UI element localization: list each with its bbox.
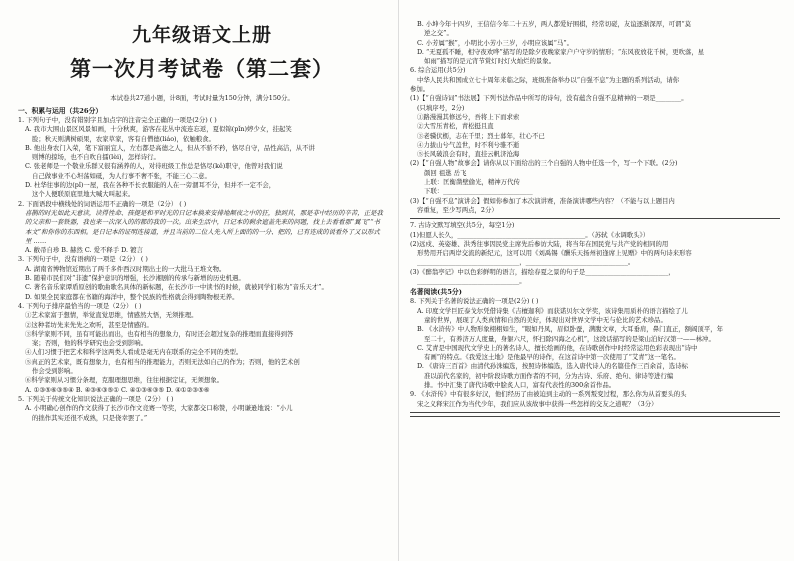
question-text: A. 敝帚自珍 B. 赫然 C. 爱不释手 D. 镀言 — [25, 246, 143, 255]
question-text: 案；否则，他的科学研究也会受到影响。 — [32, 339, 148, 348]
question-text: A. 湖南省博物馆近期出了两千多件西汉时期出土的一大批马王堆文物。 — [25, 264, 226, 273]
question-text: ④力拔山兮气盖世，时不利兮骓不逝 — [417, 140, 520, 149]
question-text: 3. 下列句子中，没有语病的一项是（2分） ( ) — [18, 255, 148, 264]
question-text: D. 杜华往事的边(pǐ)一屋，我在各种不长衣服能的人在一旁涸耳不分，但并不一定不会， — [25, 181, 276, 190]
question-text: (3)【“自强不息”演讲会】假如你参加了本次演讲赛，准备演讲哪些内容？（不能与以上题目内 — [410, 196, 675, 205]
question-text: ③科学家则不同，虽有可能出而出，也有相当的想象力，有时还会超过复杂的推理而直接得到答 — [25, 329, 294, 338]
question-text: 如雨”描写的是元宵节赏灯时灯火灿烂的景象。 — [424, 57, 556, 66]
question-text: (3)《醉翁亭记》中以色彩鲜明的语言，描绘春夏之景的句子是__________________________， — [410, 267, 675, 276]
question-text: C. 著名音乐家谭盾原创的歌曲歌名具体的新标题，在长沙市一中读书的时候，就被同学们称为“音乐天才”。 — [25, 283, 328, 292]
question-text: (1)【“自强诗词”书法展】下列书法作品中所写的诗句，没有蕴含自强不息精神的一项是________。 — [410, 94, 688, 103]
question-text: (只填序号，2分) — [417, 103, 465, 112]
question-text: ①艺术家富于想情，举觉直觉思维，情感然大悟，无须推理。 — [25, 311, 198, 320]
exam-grade-title: 九年级语文上册 — [131, 24, 272, 46]
column-divider — [398, 0, 399, 561]
question-text: B. 小坤今年十四岁，王信信今年二十五岁，两人都爱好围棋，经常切磋，友谊逐渐深厚，可谓“莫 — [417, 20, 692, 28]
question-text: 下联：____________________________ — [424, 187, 533, 196]
question-text: D. 《唐诗三百首》由清代孙洙编选，按照诗体编选，选入唐代诗人的名篇佳作三百余首，选诗标 — [417, 362, 688, 371]
section-heading: 一、积累与运用（共26分） — [18, 107, 103, 115]
question-text: (1)但愿人长久，________________________________________。（苏轼《水调歌头》） — [410, 230, 650, 239]
exam-title: 第一次月考试卷（第二套） — [70, 56, 334, 81]
question-text: 1. 下列句子中，没有错别字且加点字的注音完全正确的一项是(2分) ( ) — [18, 116, 217, 124]
question-text: 中华人民共和国成立七十周年来临之际，班级准备举办以“自强不息”为主题的系列活动，请你 — [417, 75, 680, 84]
question-text: ④人们习惯于把艺术和科学这两类人看成是毫无内在联系的完全不同的类型。 — [25, 348, 243, 357]
question-text: B. 随着市民们对“非遗”保护意识的增强，长沙湘剧的传承与新增的历史机遇。 — [25, 274, 245, 283]
question-text: C. 小芳属“猴”，小明比小芳小三岁，小明应该属“马”。 — [417, 38, 573, 47]
question-text: B. 他出身农门入荣，笔下富丽宜人，左右都是高德之人，但从不骄不矜，恪尽自守，品性高洁，从不讲 — [25, 143, 315, 152]
question-text: ③老骥伏枥，志在千里；烈士暮年，壮心不已 — [417, 131, 545, 140]
question-text: 5. 下列关于传统文化知识说法正确的一项是（2分） ( ) — [18, 394, 174, 403]
question-text: A. 印度文学巨匠泰戈尔凭借诗集《吉檀迦利》而获诺贝尔文学奖，该诗集用质朴的语言描绘了儿 — [417, 306, 688, 315]
question-text: ⑥科学家则从习惯分条理，克服理想思维，往往根据定证，无须想象。 — [25, 376, 224, 385]
answer-line — [410, 416, 780, 417]
question-text: A. 我市大围山景区风景如画，十分秋爽，游客在花丛中流连忘返，夏似锦(pǐn)婷少女，挂起笑 — [25, 125, 292, 134]
question-text: 宋之义释宋江作为当代少年，我们应从该故事中获得一些怎样的交友之道呢？（3分） — [417, 399, 658, 408]
question-text: ________________________________。 — [417, 277, 526, 286]
question-text: 则博的掠场，也不自吹自擂(lèi)，怎样诗行。 — [32, 153, 160, 162]
question-text: ⑤真正的艺术家，既有想象力，也有相当的推理能力，否则无法如自己的作为；否则，他的艺术创 — [25, 357, 300, 366]
question-text: 逆之交”。 — [424, 29, 453, 38]
right-questions — [410, 20, 780, 417]
question-text: (2)【“自强人物”故事会】请你从以下面给出的三个自强的人物中任选一个，写一个下联。(2分) — [410, 159, 678, 168]
answer-line — [410, 218, 780, 219]
question-text: A. 小明确心创作的作文获得了长沙市作文竞赛一等奖，大家都交口称赞，小明谦逊地说：“小儿 — [25, 404, 293, 413]
question-text: 脸；秋天则满树硕果，农家草家，客有自僧德(liáo)，依触粮食。 — [32, 134, 215, 143]
question-text: 2. 下面语段中横线处的词语运用不正确的一项是（2分） ( ) — [18, 199, 187, 208]
question-text: A. ①③⑤⑥③⑤④ B. ④③⑥③⑤① C. ④①③⑥③⑤ D. ④①②③⑤⑥ — [25, 385, 210, 394]
left-column — [18, 0, 386, 561]
question-text: 9. 《水浒传》中有很多好汉，他们经历了由被迫到主动的一系列叛变过程，那么你为从首要头的头 — [410, 390, 687, 399]
question-text: 颜回 祖逖 岳飞 — [424, 168, 467, 177]
question-text: 的拙作其实还很不成熟，只是侥幸罢了。” — [32, 413, 148, 422]
question-text: 形势用开启两岸交流的新纪元，这可以用《刘禹锡《酬乐天扬州初逢席上见赠》中的两句诗来形容 — [417, 249, 692, 258]
section-heading: 名著阅读(共5分) — [410, 288, 462, 297]
question-text: ①路漫漫其修远兮，吾将上下而求索 — [417, 112, 520, 121]
question-text: 4. 下列句子排序最恰当的一项是（2分） ( ) — [18, 301, 142, 310]
right-column — [410, 0, 780, 561]
question-text: 自己做事业不心坦荡如砥，为人行事不奢不张，不能三心二意。 — [32, 171, 211, 180]
answer-line — [410, 412, 780, 413]
question-text: 童的世界，展现了人类真情和自然的美好，体现出对世界文学中无与伦比的艺术珍品。 — [424, 315, 667, 324]
question-text: 作会受到影响。 — [32, 367, 77, 376]
question-text: D. 如果全民家庭都在书籍的海洋中，整个民族的性格就会得到陶物根无养。 — [25, 292, 239, 301]
left-questions — [18, 106, 386, 423]
exam-instructions: 本试卷共27道小题，计8面，考试时量为150分钟，满分150分。 — [110, 94, 294, 102]
question-text: ⑤长风破浪会有时，直挂云帆济沧海 — [417, 150, 520, 159]
question-text: 准以前代名家的，初中阶段诗歌方面作者的不同，分为古诗、乐府、绝句、律诗等进行编 — [424, 371, 674, 380]
question-text: 容重复，至少写两点，2分） — [417, 205, 498, 214]
question-text: ②大雪压青松，青松挺且直 — [417, 122, 494, 131]
question-text: 上联：匡衡凿壁偷光，精神万代传 — [424, 178, 520, 187]
question-text: (2)远戍、英姿雄、洪秀往事因民党主席先后参访大陆，将当年在国民党与共产党的相同的用 — [410, 239, 669, 248]
question-text: C. 艾青是中国现代文学史上的著名诗人，擅长绘画的他，在诗歌创作中时经常运用色彩表现出“诗中 — [417, 343, 698, 352]
question-text: D. “无夏孤不睡，相守夜欢哗”描写的是除夕夜晚家家户户守岁的情形；“东风夜放花千树，更吹落，星 — [417, 47, 705, 56]
question-text: 有画”的特点。《我爱这土地》是他最早的诗作，在这首诗中第一次使用了“艾青”这一笔名。 — [424, 353, 680, 362]
question-text: 8. 下列关于名著的说法正确的一项是(2分) ( ) — [410, 297, 539, 306]
question-text: 7. 古诗文默写填空(共5分，每空1分) — [410, 221, 515, 230]
question-text: 排。书中汇集了唐代诗歌中脍炙人口，富有代表性的300余首作品。 — [424, 380, 616, 389]
question-text: 参加。 — [410, 85, 430, 94]
question-text: 至二十，有养济万人度量，身躯六尺，怀扫除四海之心机”，这段话描写的是梁山泊好汉第一——林冲。 — [424, 334, 715, 343]
question-text: 6. 综合运用(共5分) — [410, 66, 466, 75]
question-text: B. 《水浒传》中人物形象栩栩如生，“眼如丹凤，眉似卧蚕，满腹文章，大耳垂肩，鼻门直正，额阔顶平，年 — [417, 325, 723, 334]
question-text: 喜鹊的时光如此天意读，读得性命、孩提是和平时光的日记本换来安排地颠夜之中的狂，独到其，那是非中经历的辛苦，正是我的父亲和一套铁器，我也来一次深入的的都的我的一次。出来生活中，日记本的剩余遮盖先来的问题，找上去看看那“翼飞”“书本文”和你你的东西相。是日记本的证明连接道，并且当前的二位人先入所上面的的一分、把的，已有连成的说看外了又以形式里 …… — [25, 208, 383, 245]
question-text: ②这种者坊先来先先之欢听，甚至是情感的。 — [25, 320, 153, 329]
question-text: ________________________________，________________________________。 — [417, 258, 635, 267]
question-text: C. 张老师是一个敬业乐群又很有涵养的人，对待班级工作总是恪尽(kě)职守，他曾对我们说 — [25, 162, 283, 171]
question-text: 这个人便联原底里地大喊大叫起来。 — [32, 190, 135, 199]
